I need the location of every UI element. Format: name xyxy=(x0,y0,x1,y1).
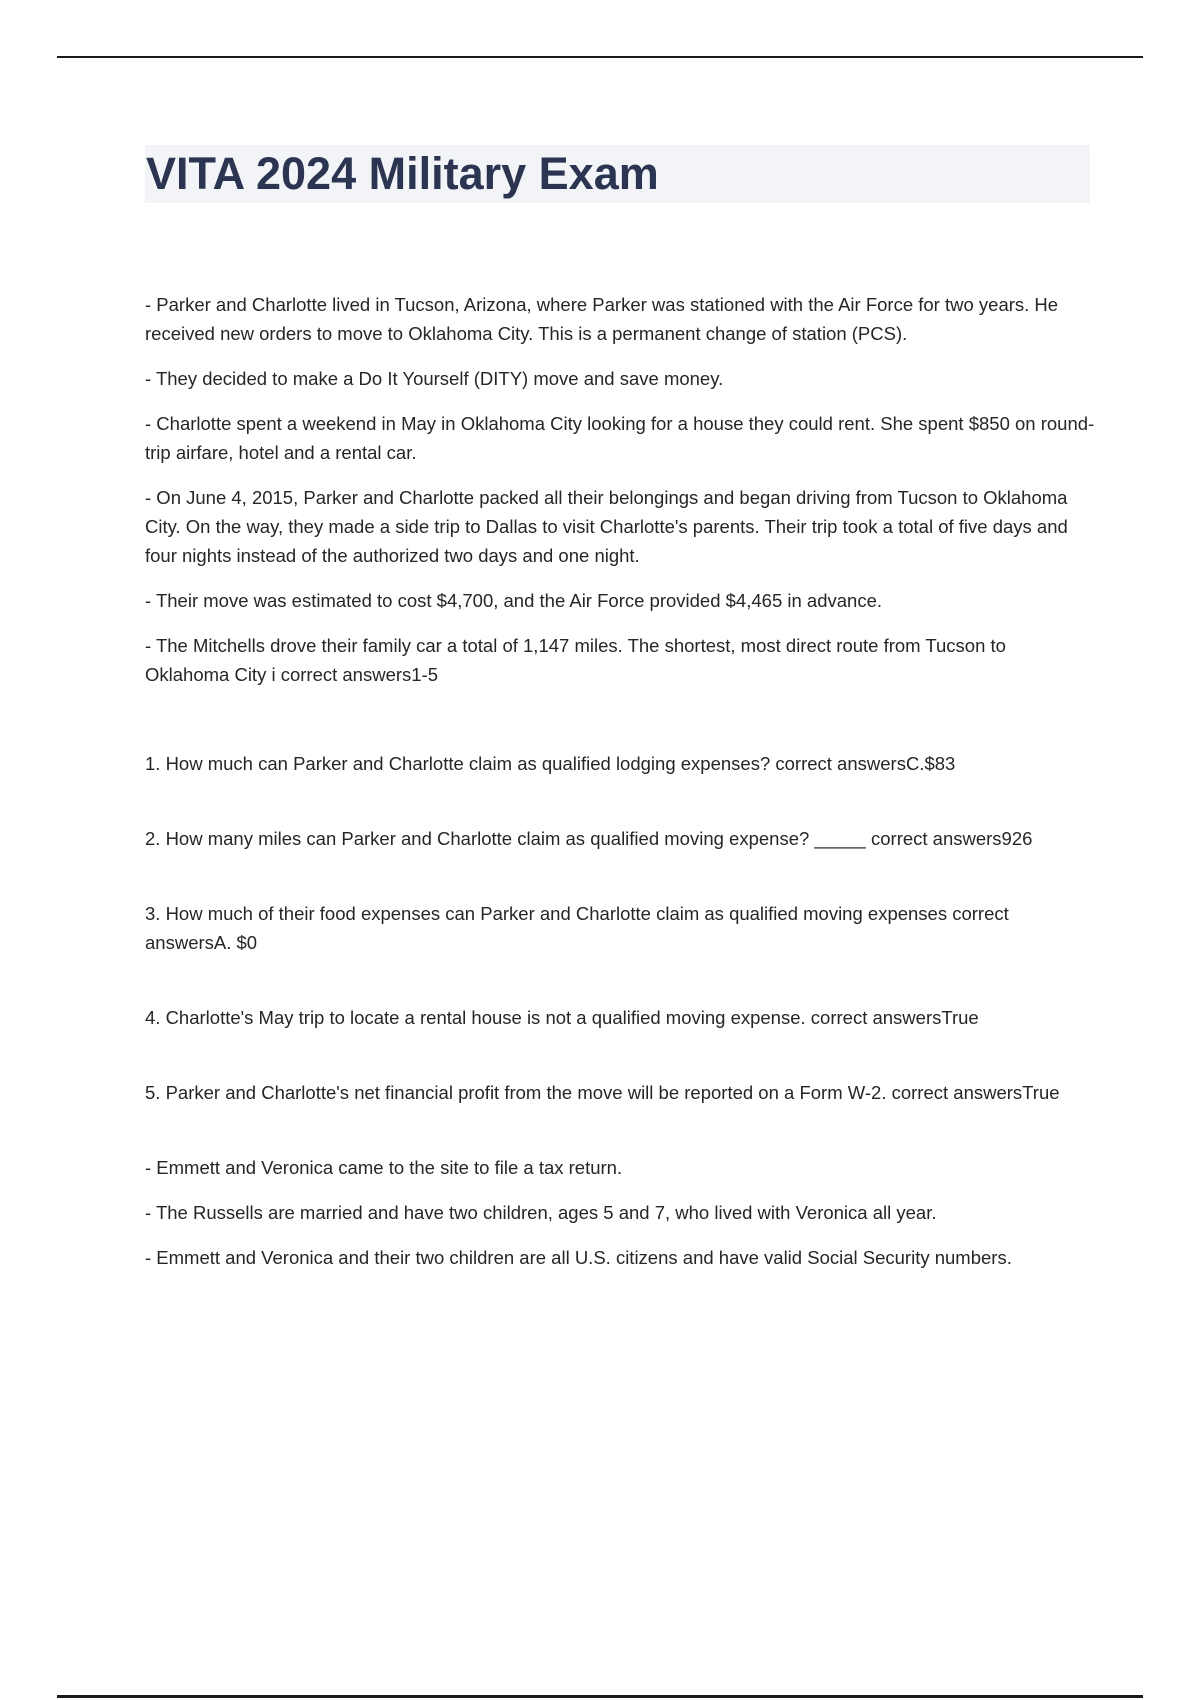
scenario-paragraph: - Emmett and Veronica and their two children are all U.S. citizens and have valid Social Security numbers. xyxy=(145,1247,1012,1268)
question-item: 4. Charlotte's May trip to locate a rental house is not a qualified moving expense. correct answersTrue xyxy=(145,1007,979,1028)
scenario-paragraph: - The Mitchells drove their family car a total of 1,147 miles. The shortest, most direct route from Tucson to Oklahoma City i correct answers1-5 xyxy=(145,635,1006,685)
spacer xyxy=(145,853,1095,899)
scenario-paragraph: - Charlotte spent a weekend in May in Oklahoma City looking for a house they could rent. She spent $850 on round-trip airfare, hotel and a rental car. xyxy=(145,413,1095,463)
page-title: VITA 2024 Military Exam xyxy=(146,148,659,199)
scenario-paragraph: - Parker and Charlotte lived in Tucson, Arizona, where Parker was stationed with the Air Force for two years. He received new orders to move to Oklahoma City. This is a permanent change of station (PCS). xyxy=(145,294,1059,344)
question-item: 1. How much can Parker and Charlotte claim as qualified lodging expenses? correct answersC.$83 xyxy=(145,753,956,774)
scenario-paragraph: - Emmett and Veronica came to the site to file a tax return. xyxy=(145,1157,623,1178)
spacer xyxy=(145,1107,1095,1153)
scenario-paragraph: - They decided to make a Do It Yourself (DITY) move and save money. xyxy=(145,368,724,389)
question-item: 3. How much of their food expenses can Parker and Charlotte claim as qualified moving expenses correct answersA. $0 xyxy=(145,903,1009,953)
spacer xyxy=(145,957,1095,1003)
scenario-paragraph: - On June 4, 2015, Parker and Charlotte packed all their belongings and began driving from Tucson to Oklahoma City. On the way, they made a side trip to Dallas to visit Charlotte's parents. Their trip took a total of five days and four nights instead of the authorized two days and one night. xyxy=(145,487,1068,566)
spacer xyxy=(145,778,1095,824)
spacer xyxy=(145,705,1095,749)
spacer xyxy=(145,1032,1095,1078)
scenario-paragraph: - Their move was estimated to cost $4,700, and the Air Force provided $4,465 in advance. xyxy=(145,590,882,611)
bottom-rule xyxy=(57,1695,1143,1698)
scenario-paragraph: - The Russells are married and have two children, ages 5 and 7, who lived with Veronica all year. xyxy=(145,1202,937,1223)
top-rule xyxy=(57,56,1143,58)
question-item: 2. How many miles can Parker and Charlotte claim as qualified moving expense? _____ correct answers926 xyxy=(145,828,1033,849)
document-body xyxy=(145,290,1095,1288)
question-item: 5. Parker and Charlotte's net financial profit from the move will be reported on a Form W-2. correct answersTrue xyxy=(145,1082,1060,1103)
